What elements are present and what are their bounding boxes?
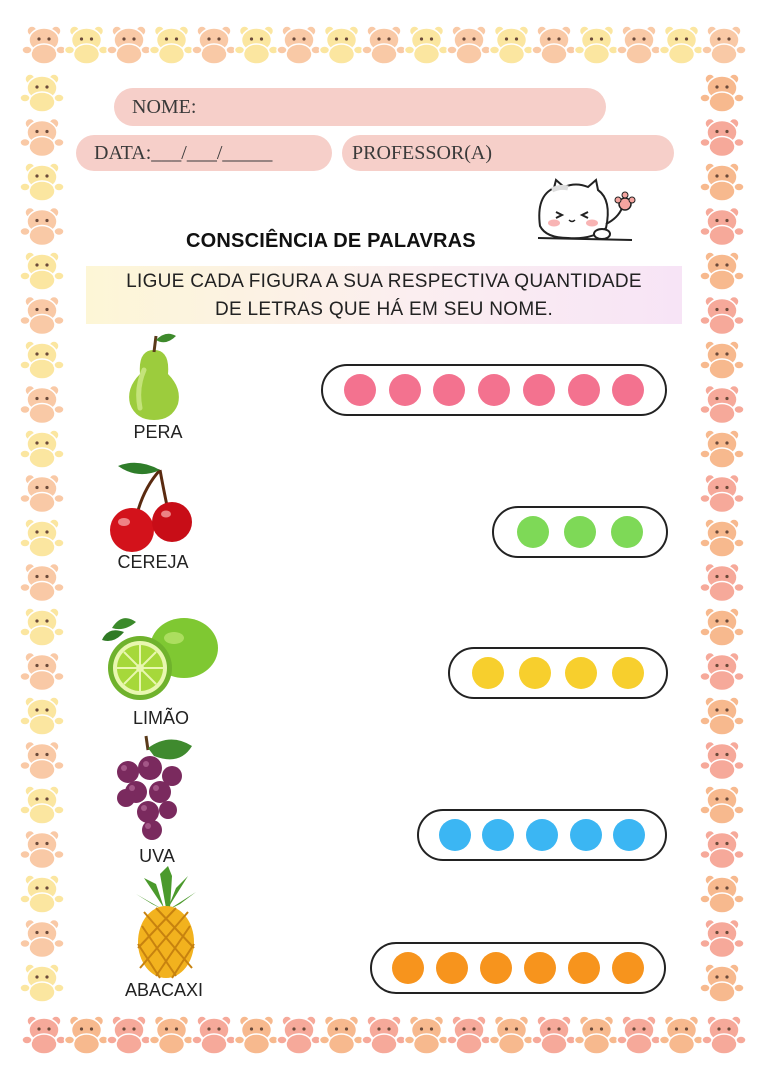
bear-icon bbox=[22, 1016, 66, 1054]
bear-icon bbox=[490, 26, 534, 64]
name-label: NOME: bbox=[132, 96, 197, 118]
grape-icon[interactable] bbox=[110, 732, 196, 844]
count-dot bbox=[480, 952, 512, 984]
bear-icon bbox=[235, 1016, 279, 1054]
bear-icon bbox=[700, 653, 744, 691]
bear-icon bbox=[700, 386, 744, 424]
bear-icon bbox=[490, 1016, 534, 1054]
bear-icon bbox=[20, 920, 64, 958]
bear-icon bbox=[617, 26, 661, 64]
bear-icon bbox=[532, 26, 576, 64]
dot-box-7[interactable] bbox=[321, 364, 667, 416]
count-dot bbox=[568, 952, 600, 984]
bear-icon bbox=[20, 786, 64, 824]
count-dot bbox=[564, 516, 596, 548]
bear-icon bbox=[700, 208, 744, 246]
instruction-line-2: DE LETRAS QUE HÁ EM SEU NOME. bbox=[214, 299, 554, 320]
count-dot bbox=[612, 657, 644, 689]
bear-icon bbox=[700, 564, 744, 602]
bear-icon bbox=[20, 875, 64, 913]
bear-icon bbox=[107, 1016, 151, 1054]
bear-icon bbox=[22, 26, 66, 64]
bear-icon bbox=[277, 1016, 321, 1054]
bear-icon bbox=[20, 74, 64, 112]
count-dot bbox=[344, 374, 376, 406]
bear-icon bbox=[20, 964, 64, 1002]
dot-box-3[interactable] bbox=[492, 506, 668, 558]
count-dot bbox=[611, 516, 643, 548]
cat-icon bbox=[532, 178, 644, 250]
count-dot bbox=[523, 374, 555, 406]
bear-icon bbox=[107, 26, 151, 64]
bear-icon bbox=[700, 742, 744, 780]
bear-icon bbox=[20, 430, 64, 468]
bear-icon bbox=[150, 1016, 194, 1054]
bear-icon bbox=[575, 26, 619, 64]
bear-icon bbox=[700, 697, 744, 735]
count-dot bbox=[517, 516, 549, 548]
bear-icon bbox=[192, 26, 236, 64]
bear-icon bbox=[20, 297, 64, 335]
count-dot bbox=[439, 819, 471, 851]
bear-icon bbox=[235, 26, 279, 64]
bear-icon bbox=[700, 163, 744, 201]
bear-icon bbox=[700, 786, 744, 824]
bear-icon bbox=[447, 1016, 491, 1054]
bear-icon bbox=[20, 208, 64, 246]
pear-icon[interactable] bbox=[118, 330, 190, 422]
bear-icon bbox=[20, 831, 64, 869]
bear-icon bbox=[20, 653, 64, 691]
count-dot bbox=[436, 952, 468, 984]
bear-icon bbox=[700, 875, 744, 913]
count-dot bbox=[526, 819, 558, 851]
bear-icon bbox=[700, 608, 744, 646]
bear-icon bbox=[660, 1016, 704, 1054]
count-dot bbox=[570, 819, 602, 851]
bear-icon bbox=[320, 1016, 364, 1054]
bear-icon bbox=[362, 26, 406, 64]
bear-icon bbox=[20, 252, 64, 290]
bear-icon bbox=[405, 1016, 449, 1054]
dot-box-4[interactable] bbox=[448, 647, 668, 699]
bear-icon bbox=[277, 26, 321, 64]
bear-icon bbox=[700, 430, 744, 468]
teacher-label: PROFESSOR(A) bbox=[352, 142, 493, 164]
bear-icon bbox=[20, 475, 64, 513]
name-field[interactable] bbox=[114, 88, 606, 126]
bear-icon bbox=[20, 697, 64, 735]
count-dot bbox=[565, 657, 597, 689]
bear-icon bbox=[65, 1016, 109, 1054]
bear-icon bbox=[700, 119, 744, 157]
bear-icon bbox=[700, 297, 744, 335]
worksheet-title: CONSCIÊNCIA DE PALAVRAS bbox=[186, 230, 476, 252]
bear-icon bbox=[362, 1016, 406, 1054]
bear-icon bbox=[405, 26, 449, 64]
bear-icon bbox=[20, 742, 64, 780]
bear-icon bbox=[702, 26, 746, 64]
bear-icon bbox=[320, 26, 364, 64]
instruction-box bbox=[86, 266, 682, 324]
bear-icon bbox=[20, 163, 64, 201]
count-dot bbox=[433, 374, 465, 406]
count-dot bbox=[524, 952, 556, 984]
bear-icon bbox=[20, 341, 64, 379]
cherry-icon[interactable] bbox=[104, 458, 200, 554]
bear-icon bbox=[617, 1016, 661, 1054]
count-dot bbox=[392, 952, 424, 984]
fruit-label-lime: LIMÃO bbox=[132, 708, 189, 728]
bear-icon bbox=[700, 475, 744, 513]
dot-box-5[interactable] bbox=[417, 809, 667, 861]
bear-icon bbox=[700, 831, 744, 869]
teacher-field[interactable] bbox=[342, 135, 674, 171]
bear-icon bbox=[702, 1016, 746, 1054]
bear-icon bbox=[700, 964, 744, 1002]
bear-icon bbox=[660, 26, 704, 64]
bear-icon bbox=[700, 341, 744, 379]
dot-box-6[interactable] bbox=[370, 942, 666, 994]
bear-icon bbox=[150, 26, 194, 64]
count-dot bbox=[472, 657, 504, 689]
pineapple-icon[interactable] bbox=[130, 864, 202, 980]
bear-icon bbox=[20, 519, 64, 557]
bear-icon bbox=[192, 1016, 236, 1054]
bear-icon bbox=[532, 1016, 576, 1054]
fruit-label-pineapple: ABACAXI bbox=[124, 980, 204, 1000]
count-dot bbox=[478, 374, 510, 406]
fruit-label-pear: PERA bbox=[133, 422, 183, 442]
date-field[interactable] bbox=[76, 135, 332, 171]
fruit-label-grape: UVA bbox=[139, 846, 175, 866]
date-label: DATA:___/___/_____ bbox=[94, 142, 273, 164]
bear-icon bbox=[20, 119, 64, 157]
bear-icon bbox=[65, 26, 109, 64]
bear-icon bbox=[20, 608, 64, 646]
bear-icon bbox=[20, 386, 64, 424]
bear-icon bbox=[700, 74, 744, 112]
bear-icon bbox=[700, 920, 744, 958]
count-dot bbox=[482, 819, 514, 851]
count-dot bbox=[612, 952, 644, 984]
bear-icon bbox=[700, 519, 744, 557]
instruction-line-1: LIGUE CADA FIGURA A SUA RESPECTIVA QUANTIDADE bbox=[126, 271, 642, 292]
count-dot bbox=[612, 374, 644, 406]
count-dot bbox=[613, 819, 645, 851]
bear-icon bbox=[447, 26, 491, 64]
bear-icon bbox=[575, 1016, 619, 1054]
bear-icon bbox=[700, 252, 744, 290]
count-dot bbox=[568, 374, 600, 406]
lime-icon[interactable] bbox=[98, 610, 222, 704]
bear-icon bbox=[20, 564, 64, 602]
count-dot bbox=[519, 657, 551, 689]
count-dot bbox=[389, 374, 421, 406]
fruit-label-cherry: CEREJA bbox=[117, 552, 189, 572]
